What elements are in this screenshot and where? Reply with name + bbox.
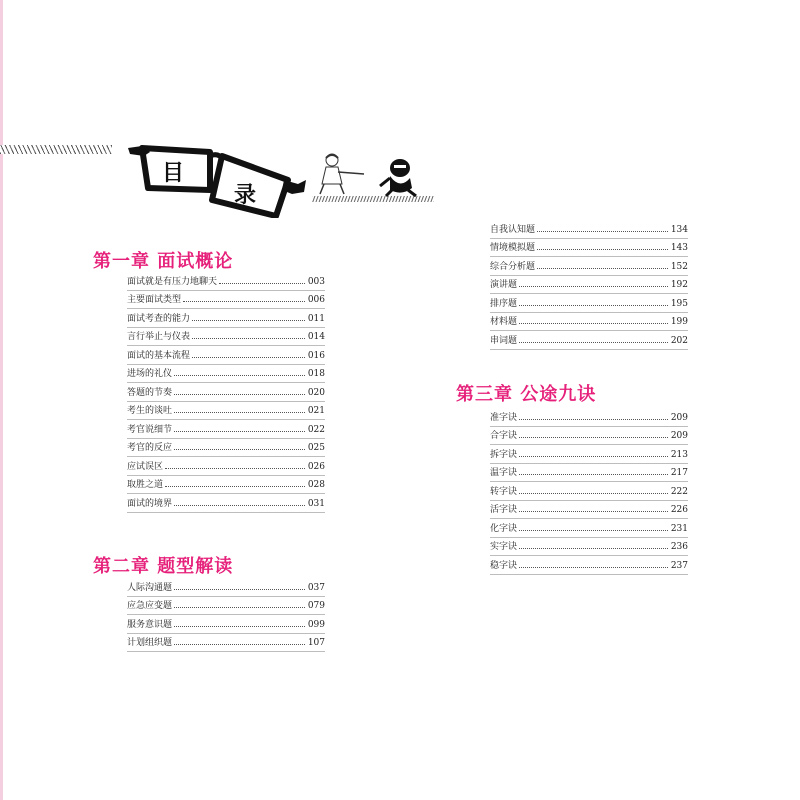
toc-entry-page: 037	[307, 582, 325, 593]
leader-dots	[519, 323, 668, 324]
leader-dots	[174, 505, 305, 506]
toc-entry[interactable]	[127, 578, 325, 597]
leader-dots	[519, 548, 668, 549]
leader-dots	[174, 412, 305, 413]
toc-entry-page: 236	[670, 542, 688, 552]
toc-entry[interactable]	[490, 331, 688, 350]
toc-entry[interactable]	[490, 482, 688, 501]
toc-entry[interactable]	[490, 464, 688, 483]
toc-entry-page: 192	[670, 280, 688, 290]
toc-entry-title: 主要面试类型	[127, 295, 182, 305]
chapter-2-toc-part-1	[127, 578, 325, 652]
leader-dots	[519, 342, 668, 343]
toc-entry-page: 028	[307, 480, 325, 490]
leader-dots	[174, 431, 305, 432]
toc-entry-page: 026	[307, 461, 325, 472]
toc-entry-title: 准字诀	[490, 412, 518, 423]
toc-entry[interactable]	[490, 556, 688, 575]
page-edge-strip	[0, 0, 3, 800]
leader-dots	[174, 589, 305, 590]
glasses-illustration	[126, 138, 308, 218]
toc-entry-title: 综合分析题	[490, 261, 536, 272]
leader-dots	[219, 283, 305, 284]
toc-entry[interactable]	[490, 220, 688, 239]
toc-entry[interactable]	[490, 257, 688, 276]
toc-title-char-2: 录	[234, 183, 257, 208]
leader-dots	[192, 320, 305, 321]
chapter-1-title: 第一章 面试概论	[93, 251, 234, 272]
toc-entry-page: 202	[670, 335, 688, 346]
toc-entry-title: 考生的谈吐	[127, 406, 173, 416]
toc-entry[interactable]	[127, 615, 325, 634]
leader-dots	[519, 419, 668, 420]
toc-entry-title: 拆字诀	[490, 449, 518, 460]
toc-entry-title: 进场的礼仪	[127, 369, 173, 379]
glasses-icon	[126, 138, 308, 218]
toc-entry[interactable]	[127, 328, 325, 347]
leader-dots	[174, 375, 305, 376]
toc-entry-page: 195	[670, 298, 688, 309]
leader-dots	[519, 474, 668, 475]
leader-dots	[519, 305, 668, 306]
toc-entry-title: 化字诀	[490, 523, 518, 534]
toc-entry-page: 217	[670, 468, 688, 478]
toc-entry-page: 025	[307, 443, 325, 453]
toc-entry-title: 温字诀	[490, 468, 518, 478]
toc-entry-title: 人际沟通题	[127, 582, 173, 593]
leader-dots	[519, 286, 668, 287]
toc-entry-page: 003	[307, 276, 325, 287]
toc-entry[interactable]	[127, 272, 325, 291]
toc-entry-title: 应试误区	[127, 461, 164, 472]
toc-entry-page: 018	[307, 369, 325, 379]
leader-dots	[519, 456, 668, 457]
toc-entry-page: 199	[670, 317, 688, 327]
leader-dots	[519, 567, 668, 568]
leader-dots	[537, 231, 668, 232]
toc-entry-page: 134	[670, 224, 688, 235]
toc-entry[interactable]	[127, 476, 325, 495]
toc-entry-page: 016	[307, 350, 325, 361]
toc-entry-page: 011	[307, 313, 325, 324]
toc-entry-page: 022	[307, 424, 325, 435]
leader-dots	[174, 626, 305, 627]
toc-entry[interactable]	[490, 239, 688, 258]
leader-dots	[519, 511, 668, 512]
toc-entry[interactable]	[490, 313, 688, 332]
toc-entry-title: 面试考查的能力	[127, 313, 191, 324]
toc-entry-page: 209	[670, 412, 688, 423]
toc-entry-title: 服务意识题	[127, 619, 173, 630]
toc-entry[interactable]	[127, 291, 325, 310]
toc-entry-title: 活字诀	[490, 505, 518, 515]
toc-entry[interactable]	[127, 634, 325, 653]
toc-entry-page: 031	[307, 498, 325, 509]
toc-entry[interactable]	[127, 439, 325, 458]
leader-dots	[192, 338, 305, 339]
toc-entry[interactable]	[490, 427, 688, 446]
toc-entry[interactable]	[127, 309, 325, 328]
toc-entry-title: 排序题	[490, 298, 518, 309]
toc-entry[interactable]	[127, 420, 325, 439]
toc-entry-title: 稳字诀	[490, 560, 518, 571]
toc-entry-title: 自我认知题	[490, 224, 536, 235]
leader-dots	[174, 607, 305, 608]
toc-entry-title: 言行举止与仪表	[127, 332, 191, 342]
toc-entry-title: 面试的基本流程	[127, 350, 191, 361]
toc-entry-title: 考官的反应	[127, 443, 173, 453]
toc-entry[interactable]	[490, 408, 688, 427]
hatched-line-decoration	[0, 145, 112, 154]
chapter-2-toc-part-2	[490, 220, 688, 350]
chapter-3-toc	[490, 408, 688, 575]
toc-title-char-1: 目	[162, 161, 185, 186]
toc-entry-page: 107	[307, 638, 325, 648]
toc-entry[interactable]	[127, 457, 325, 476]
toc-entry[interactable]	[127, 346, 325, 365]
chapter-1-toc	[127, 272, 325, 513]
toc-entry[interactable]	[127, 597, 325, 616]
toc-entry-title: 实字诀	[490, 542, 518, 552]
toc-entry-page: 152	[670, 261, 688, 272]
toc-entry-title: 应急应变题	[127, 601, 173, 611]
toc-entry-page: 231	[670, 523, 688, 534]
toc-entry-page: 222	[670, 486, 688, 497]
toc-entry-title: 材料题	[490, 317, 518, 327]
toc-entry-title: 计划组织题	[127, 638, 173, 648]
toc-entry-title: 转字诀	[490, 486, 518, 497]
toc-entry[interactable]	[127, 494, 325, 513]
toc-entry[interactable]	[490, 276, 688, 295]
toc-entry[interactable]	[490, 294, 688, 313]
leader-dots	[537, 249, 668, 250]
toc-entry-page: 099	[307, 619, 325, 630]
toc-entry-title: 演讲题	[490, 280, 518, 290]
toc-entry-page: 143	[670, 243, 688, 253]
toc-entry-title: 答题的节奏	[127, 387, 173, 398]
ninja-chase-icon	[312, 150, 434, 206]
toc-entry[interactable]	[490, 538, 688, 557]
toc-entry-title: 面试的境界	[127, 498, 173, 509]
leader-dots	[192, 357, 305, 358]
toc-entry[interactable]	[127, 402, 325, 421]
toc-entry-title: 情境模拟题	[490, 243, 536, 253]
toc-entry[interactable]	[127, 383, 325, 402]
leader-dots	[174, 449, 305, 450]
toc-entry-page: 213	[670, 449, 688, 460]
toc-entry-page: 020	[307, 387, 325, 398]
toc-entry-page: 021	[307, 406, 325, 416]
toc-entry-title: 串词题	[490, 335, 518, 346]
toc-entry-title: 取胜之道	[127, 480, 164, 490]
toc-entry[interactable]	[490, 445, 688, 464]
leader-dots	[519, 530, 668, 531]
chapter-2-title: 第二章 题型解读	[93, 556, 234, 577]
toc-entry-page: 006	[307, 295, 325, 305]
toc-entry[interactable]	[490, 519, 688, 538]
leader-dots	[165, 468, 305, 469]
chapter-3-title: 第三章 公途九诀	[456, 384, 597, 405]
cartoon-scene-illustration	[312, 150, 434, 206]
toc-entry-title: 面试就是有压力地聊天	[127, 276, 218, 287]
leader-dots	[174, 394, 305, 395]
leader-dots	[165, 486, 305, 487]
toc-entry-page: 209	[670, 431, 688, 441]
leader-dots	[183, 301, 305, 302]
toc-entry-page: 014	[307, 332, 325, 342]
toc-entry[interactable]	[490, 501, 688, 520]
toc-entry-page: 226	[670, 505, 688, 515]
toc-entry-title: 考官说细节	[127, 424, 173, 435]
leader-dots	[537, 268, 668, 269]
toc-entry-page: 237	[670, 560, 688, 571]
toc-entry-page: 079	[307, 601, 325, 611]
toc-entry[interactable]	[127, 365, 325, 384]
toc-entry-title: 合字诀	[490, 431, 518, 441]
leader-dots	[174, 644, 305, 645]
leader-dots	[519, 493, 668, 494]
leader-dots	[519, 437, 668, 438]
